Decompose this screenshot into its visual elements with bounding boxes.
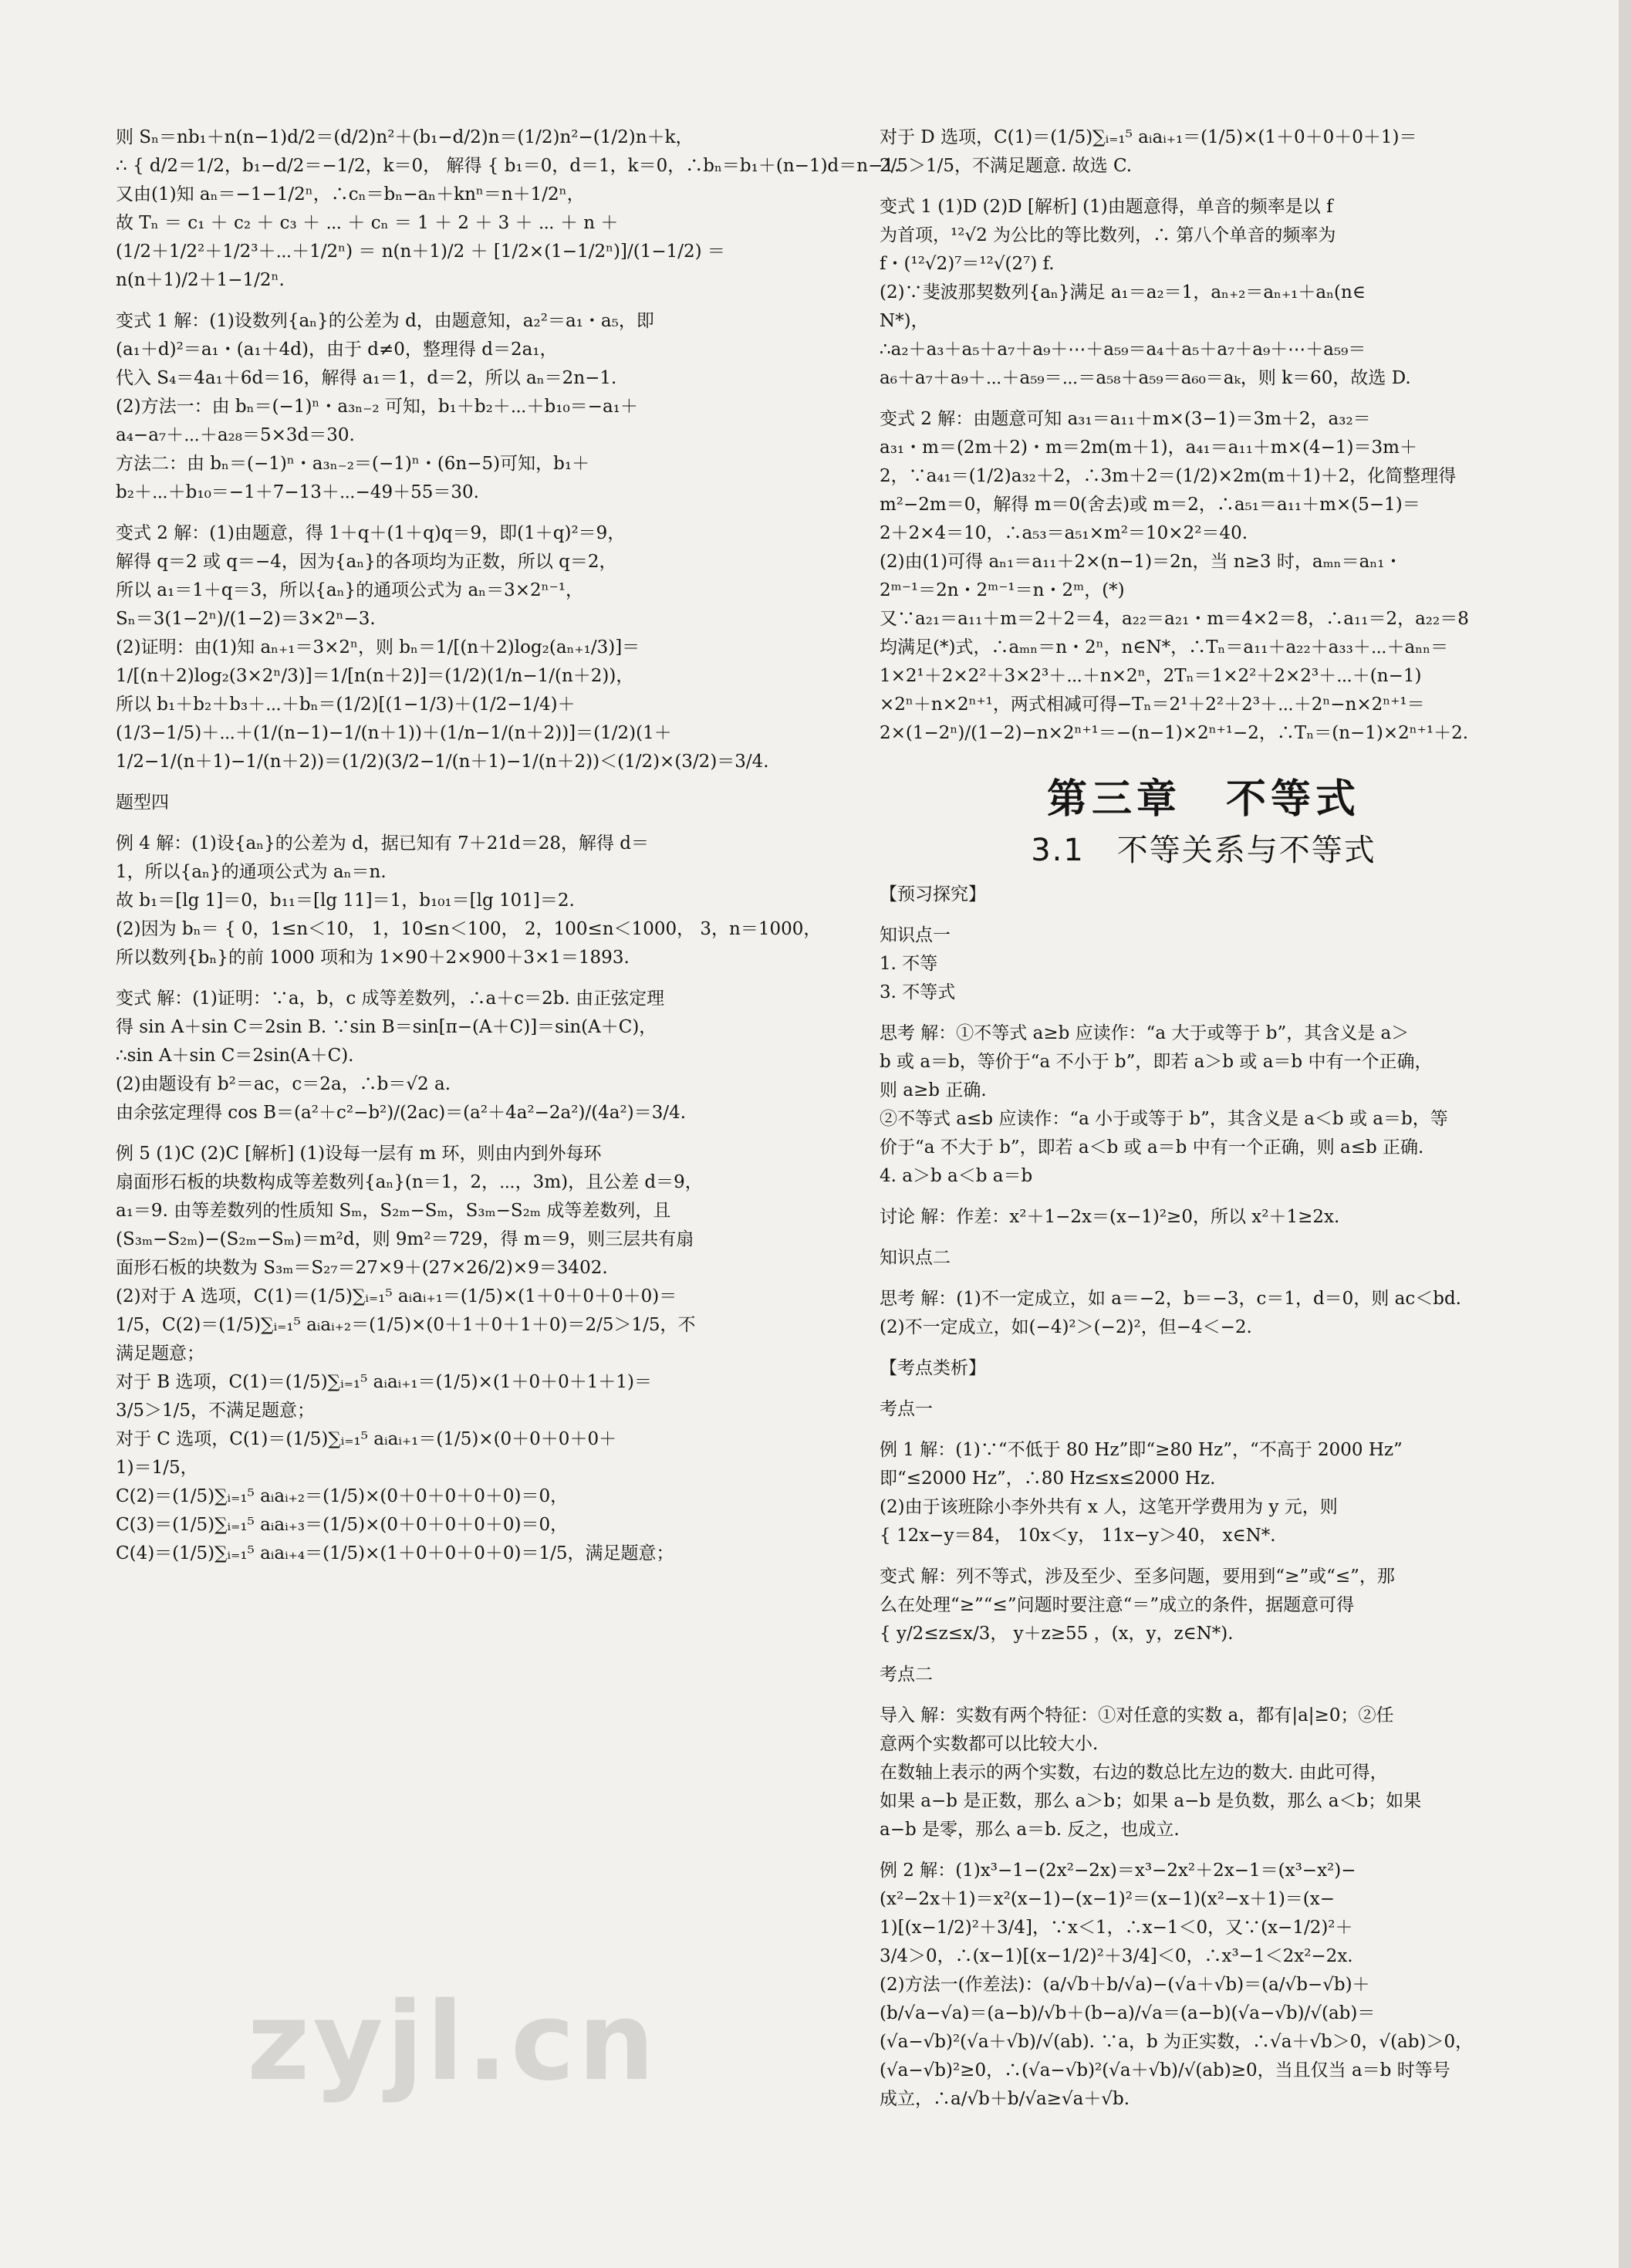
text-line: 考点二 bbox=[880, 1665, 933, 1685]
chapter-title: 第三章 不等式 bbox=[1046, 776, 1360, 823]
text-line: 例 2 解：(1)x³−1−(2x²−2x)＝x³−2x²＋2x−1＝(x³−x²)− bbox=[880, 1861, 1356, 1881]
left-column bbox=[116, 123, 900, 1568]
text-line: 解得 q＝2 或 q＝−4，因为{aₙ}的各项均为正数，所以 q＝2， bbox=[116, 552, 617, 572]
text-line: a₆＋a₇＋a₉＋⋯＋a₅₉＝⋯＝a₅₈＋a₅₉＝a₆₀＝aₖ，则 k＝60，故选 D. bbox=[880, 368, 1411, 388]
text-line: (1/3−1/5)＋⋯＋(1/(n−1)−1/(n＋1))＋(1/n−1/(n＋2))]＝(1/2)(1＋ bbox=[116, 723, 672, 743]
text-line: { y/2≤z≤x/3， y＋z≥55 ，(x，y，z∈N*). bbox=[880, 1624, 1234, 1644]
text-line: 思考 解：①不等式 a≥b 应读作：“a 大于或等于 b”，其含义是 a＞ bbox=[880, 1023, 1410, 1043]
text-line: 【预习探究】 bbox=[880, 884, 986, 904]
text-line: 2×(1−2ⁿ)/(1−2)−n×2ⁿ⁺¹＝−(n−1)×2ⁿ⁺¹−2，∴Tₙ＝(n−1)×2ⁿ⁺¹＋2. bbox=[880, 723, 1469, 743]
text-line: 则 Sₙ＝nb₁＋n(n−1)d/2＝(d/2)n²＋(b₁−d/2)n＝(1/2)n²−(1/2)n＋k， bbox=[116, 127, 694, 147]
text-line: (√a−√b)²(√a＋√b)/√(ab). ∵a，b 为正实数，∴√a＋√b＞0，√(ab)＞0， bbox=[880, 2032, 1474, 2052]
text-line: f・(¹²√2)⁷＝¹²√(2⁷) f. bbox=[880, 254, 1055, 274]
text-line: a₄−a₇＋⋯＋a₂₈＝5×3d＝30. bbox=[116, 425, 355, 445]
text-line: 1/[(n＋2)log₂(3×2ⁿ/3)]＝1/[n(n＋2)]＝(1/2)(1/n−1/(n＋2))， bbox=[116, 666, 634, 686]
text-line: 3/5＞1/5，不满足题意； bbox=[116, 1401, 316, 1421]
text-line: 变式 1 (1)D (2)D [解析] (1)由题意得，单音的频率是以 f bbox=[880, 197, 1333, 217]
right-column-top bbox=[880, 123, 1528, 748]
text-line: 则 a≥b 正确. bbox=[880, 1080, 987, 1100]
text-line: (S₃ₘ−S₂ₘ)−(S₂ₘ−Sₘ)＝m²d，则 9m²＝729，得 m＝9，则三层共有扇 bbox=[116, 1229, 694, 1249]
text-line: 考点一 bbox=[880, 1399, 933, 1419]
text-line: 成立，∴a/√b＋b/√a≥√a＋√b. bbox=[880, 2089, 1130, 2109]
text-line: 意两个实数都可以比较大小. bbox=[880, 1734, 1099, 1754]
text-line: 在数轴上表示的两个实数，右边的数总比左边的数大. 由此可得， bbox=[880, 1763, 1388, 1783]
text-line: Sₙ＝3(1−2ⁿ)/(1−2)＝3×2ⁿ−3. bbox=[116, 609, 376, 629]
text-line: n(n＋1)/2＋1−1/2ⁿ. bbox=[116, 270, 285, 290]
text-line: 变式 2 解：(1)由题意，得 1＋q＋(1＋q)q＝9，即(1＋q)²＝9， bbox=[116, 523, 626, 543]
text-line: 例 4 解：(1)设{aₙ}的公差为 d，据已知有 7＋21d＝28，解得 d＝ bbox=[116, 833, 650, 853]
text-line: 2ᵐ⁻¹＝2n・2ᵐ⁻¹＝n・2ᵐ，(*) bbox=[880, 580, 1125, 600]
text-line: 变式 2 解：由题意可知 a₃₁＝a₁₁＋m×(3−1)＝3m＋2，a₃₂＝ bbox=[880, 409, 1371, 429]
text-line: 1×2¹＋2×2²＋3×2³＋⋯＋n×2ⁿ，2Tₙ＝1×2²＋2×2³＋⋯＋(n−1) bbox=[880, 666, 1422, 686]
text-line: 2，∵a₄₁＝(1/2)a₃₂＋2，∴3m＋2＝(1/2)×2m(m＋1)＋2，化简整理得 bbox=[880, 466, 1457, 486]
watermark: zyjl.cn bbox=[247, 1979, 658, 2105]
text-line: 又由(1)知 aₙ＝−1−1/2ⁿ，∴cₙ＝bₙ−aₙ＋knⁿ＝n＋1/2ⁿ， bbox=[116, 184, 585, 204]
text-line: (2)由于该班除小李外共有 x 人，这笔开学费用为 y 元，则 bbox=[880, 1497, 1338, 1517]
text-line: 思考 解：(1)不一定成立，如 a＝−2，b＝−3，c＝1，d＝0，则 ac＜bd. bbox=[880, 1289, 1461, 1309]
text-line: ∴sin A＋sin C＝2sin(A＋C). bbox=[116, 1046, 354, 1066]
text-line: 故 b₁＝[lg 1]＝0，b₁₁＝[lg 11]＝1，b₁₀₁＝[lg 101]＝2. bbox=[116, 891, 575, 911]
text-line: 方法二：由 bₙ＝(−1)ⁿ・a₃ₙ₋₂＝(−1)ⁿ・(6n−5)可知，b₁＋ bbox=[116, 454, 590, 474]
text-line: 所以数列{bₙ}的前 1000 项和为 1×90＋2×900＋3×1＝1893. bbox=[116, 948, 630, 968]
section-title: 3.1 不等关系与不等式 bbox=[1031, 833, 1376, 868]
text-line: 面形石板的块数为 S₃ₘ＝S₂₇＝27×9＋(27×26/2)×9＝3402. bbox=[116, 1258, 608, 1278]
text-line: 对于 C 选项，C(1)＝(1/5)∑ᵢ₌₁⁵ aᵢaᵢ₊₁＝(1/5)×(0＋0＋0＋0＋ bbox=[116, 1429, 617, 1449]
text-line: 2/5＞1/5，不满足题意. 故选 C. bbox=[880, 156, 1133, 176]
text-line: b 或 a＝b，等价于“a 不小于 b”，即若 a＞b 或 a＝b 中有一个正确， bbox=[880, 1052, 1433, 1072]
text-line: 故 Tₙ ＝ c₁ ＋ c₂ ＋ c₃ ＋ ⋯ ＋ cₙ ＝ 1 ＋ 2 ＋ 3 ＋ ⋯ ＋ n ＋ bbox=[116, 213, 619, 233]
text-line: ②不等式 a≤b 应读作：“a 小于或等于 b”，其含义是 a＜b 或 a＝b，等 bbox=[880, 1109, 1448, 1129]
text-line: 对于 D 选项，C(1)＝(1/5)∑ᵢ₌₁⁵ aᵢaᵢ₊₁＝(1/5)×(1＋0＋0＋0＋1)＝ bbox=[880, 127, 1417, 147]
text-line: ∴ { d/2＝1/2，b₁−d/2＝−1/2，k＝0， 解得 { b₁＝0，d＝1，k＝0，∴bₙ＝b₁＋(n−1)d＝n−1. bbox=[116, 156, 900, 176]
text-line: (a₁＋d)²＝a₁・(a₁＋4d)，由于 d≠0，整理得 d＝2a₁， bbox=[116, 340, 558, 360]
text-line: (2)不一定成立，如(−4)²＞(−2)²，但−4＜−2. bbox=[880, 1317, 1252, 1337]
text-line: ∴a₂＋a₃＋a₅＋a₇＋a₉＋⋯＋a₅₉＝a₄＋a₅＋a₇＋a₉＋⋯＋a₅₉＝ bbox=[880, 340, 1366, 360]
text-line: 【考点类析】 bbox=[880, 1358, 986, 1378]
page-edge bbox=[1619, 0, 1631, 2268]
text-line: a−b 是零，那么 a＝b. 反之，也成立. bbox=[880, 1820, 1180, 1840]
text-line: C(3)＝(1/5)∑ᵢ₌₁⁵ aᵢaᵢ₊₃＝(1/5)×(0＋0＋0＋0＋0)＝0， bbox=[116, 1515, 569, 1535]
text-line: (2)由题设有 b²＝ac，c＝2a，∴b＝√2 a. bbox=[116, 1074, 451, 1094]
text-line: 得 sin A＋sin C＝2sin B. ∵sin B＝sin[π−(A＋C)]＝sin(A＋C)， bbox=[116, 1017, 657, 1037]
text-line: 知识点二 bbox=[880, 1248, 951, 1268]
text-line: 讨论 解：作差：x²＋1−2x＝(x−1)²≥0，所以 x²＋1≥2x. bbox=[880, 1207, 1340, 1227]
right-column-bottom bbox=[880, 880, 1528, 2114]
text-line: 变式 解：列不等式，涉及至少、至多问题，要用到“≥”或“≤”，那 bbox=[880, 1567, 1395, 1587]
text-line: (2)方法一(作差法)：(a/√b＋b/√a)−(√a＋√b)＝(a/√b−√b)＋ bbox=[880, 1975, 1370, 1995]
text-line: 扇面形石板的块数构成等差数列{aₙ}(n＝1，2，⋯，3m)，且公差 d＝9， bbox=[116, 1172, 703, 1192]
text-line: 为首项，¹²√2 为公比的等比数列，∴ 第八个单音的频率为 bbox=[880, 225, 1336, 245]
text-line: 即“≤2000 Hz”，∴80 Hz≤x≤2000 Hz. bbox=[880, 1469, 1216, 1489]
text-line: (2)证明：由(1)知 aₙ₊₁＝3×2ⁿ，则 bₙ＝1/[(n＋2)log₂(aₙ₊₁/3)]＝ bbox=[116, 637, 640, 657]
text-line: 1. 不等 bbox=[880, 954, 938, 974]
text-line: (2)∵斐波那契数列{aₙ}满足 a₁＝a₂＝1，aₙ₊₂＝aₙ₊₁＋aₙ(n∈ bbox=[880, 282, 1366, 303]
text-line: a₃₁・m＝(2m＋2)・m＝2m(m＋1)，a₄₁＝a₁₁＋m×(4−1)＝3m＋ bbox=[880, 438, 1417, 458]
text-line: 1)＝1/5， bbox=[116, 1458, 198, 1478]
text-line: 价于“a 不大于 b”，即若 a＜b 或 a＝b 中有一个正确，则 a≤b 正确. bbox=[880, 1137, 1424, 1158]
text-line: 4. a＞b a＜b a＝b bbox=[880, 1166, 1033, 1186]
text-line: 3/4＞0，∴(x−1)[(x−1/2)²＋3/4]＜0，∴x³−1＜2x²−2x. bbox=[880, 1946, 1353, 1966]
text-line: 例 5 (1)C (2)C [解析] (1)设每一层有 m 环，则由内到外每环 bbox=[116, 1144, 602, 1164]
text-line: C(2)＝(1/5)∑ᵢ₌₁⁵ aᵢaᵢ₊₂＝(1/5)×(0＋0＋0＋0＋0)＝0， bbox=[116, 1486, 569, 1506]
text-line: 又∵a₂₁＝a₁₁＋m＝2＋2＝4，a₂₂＝a₂₁・m＝4×2＝8，∴a₁₁＝2，a₂₂＝8 bbox=[880, 609, 1469, 629]
text-line: 由余弦定理得 cos B＝(a²＋c²−b²)/(2ac)＝(a²＋4a²−2a²)/(4a²)＝3/4. bbox=[116, 1103, 687, 1123]
text-line: 如果 a−b 是正数，那么 a＞b；如果 a−b 是负数，那么 a＜b；如果 bbox=[880, 1791, 1422, 1811]
text-line: (2)由(1)可得 aₙ₁＝a₁₁＋2×(n−1)＝2n，当 n≥3 时，aₘₙ＝aₙ₁・ bbox=[880, 552, 1403, 572]
text-line: 对于 B 选项，C(1)＝(1/5)∑ᵢ₌₁⁵ aᵢaᵢ₊₁＝(1/5)×(1＋0＋0＋1＋1)＝ bbox=[116, 1372, 652, 1392]
text-line: a₁＝9. 由等差数列的性质知 Sₘ，S₂ₘ−Sₘ，S₃ₘ−S₂ₘ 成等差数列，且 bbox=[116, 1201, 671, 1221]
text-line: 1/2−1/(n＋1)−1/(n＋2))＝(1/2)(3/2−1/(n＋1)−1/(n＋2))＜(1/2)×(3/2)＝3/4. bbox=[116, 752, 769, 772]
text-line: { 12x−y＝84， 10x＜y， 11x−y＞40， x∈N*. bbox=[880, 1526, 1276, 1546]
text-line: (x²−2x＋1)＝x²(x−1)−(x−1)²＝(x−1)(x²−x＋1)＝(x− bbox=[880, 1889, 1336, 1909]
text-line: 1)[(x−1/2)²＋3/4]，∵x＜1，∴x−1＜0，又∵(x−1/2)²＋ bbox=[880, 1918, 1353, 1938]
text-line: 2＋2×4＝10，∴a₅₃＝a₅₁×m²＝10×2²＝40. bbox=[880, 523, 1248, 543]
text-line: 1，所以{aₙ}的通项公式为 aₙ＝n. bbox=[116, 862, 387, 882]
text-line: 所以 b₁＋b₂＋b₃＋⋯＋bₙ＝(1/2)[(1−1/3)＋(1/2−1/4)＋ bbox=[116, 695, 576, 715]
text-line: 均满足(*)式，∴aₘₙ＝n・2ⁿ，n∈N*，∴Tₙ＝a₁₁＋a₂₂＋a₃₃＋⋯＋aₙₙ＝ bbox=[880, 637, 1449, 657]
text-line: 例 1 解：(1)∵“不低于 80 Hz”即“≥80 Hz”，“不高于 2000 Hz” bbox=[880, 1440, 1403, 1460]
text-line: 1/5，C(2)＝(1/5)∑ᵢ₌₁⁵ aᵢaᵢ₊₂＝(1/5)×(0＋1＋0＋1＋0)＝2/5＞1/5，不 bbox=[116, 1315, 696, 1335]
text-line: 导入 解：实数有两个特征：①对任意的实数 a，都有|a|≥0；②任 bbox=[880, 1705, 1394, 1726]
text-line: ×2ⁿ＋n×2ⁿ⁺¹，两式相减可得−Tₙ＝2¹＋2²＋2³＋⋯＋2ⁿ−n×2ⁿ⁺¹＝ bbox=[880, 695, 1425, 715]
text-line: 满足题意； bbox=[116, 1344, 204, 1364]
text-line: C(4)＝(1/5)∑ᵢ₌₁⁵ aᵢaᵢ₊₄＝(1/5)×(1＋0＋0＋0＋0)＝1/5，满足题意； bbox=[116, 1543, 674, 1563]
text-line: 知识点一 bbox=[880, 925, 951, 945]
text-line: N*)， bbox=[880, 311, 929, 331]
text-line: 么在处理“≥”“≤”问题时要注意“＝”成立的条件，据题意可得 bbox=[880, 1595, 1355, 1615]
text-line: 所以 a₁＝1＋q＝3，所以{aₙ}的通项公式为 aₙ＝3×2ⁿ⁻¹， bbox=[116, 580, 583, 600]
text-line: (√a−√b)²≥0，∴(√a−√b)²(√a＋√b)/√(ab)≥0，当且仅当 a＝b 时等号 bbox=[880, 2060, 1450, 2080]
text-line: (2)方法一：由 bₙ＝(−1)ⁿ・a₃ₙ₋₂ 可知，b₁＋b₂＋⋯＋b₁₀＝−a₁＋ bbox=[116, 397, 638, 417]
text-line: (b/√a−√a)＝(a−b)/√b＋(b−a)/√a＝(a−b)(√a−√b)/√(ab)＝ bbox=[880, 2003, 1376, 2023]
text-line: (2)对于 A 选项，C(1)＝(1/5)∑ᵢ₌₁⁵ aᵢaᵢ₊₁＝(1/5)×(1＋0＋0＋0＋0)＝ bbox=[116, 1286, 677, 1306]
text-line: b₂＋⋯＋b₁₀＝−1＋7−13＋⋯−49＋55＝30. bbox=[116, 482, 479, 502]
text-line: m²−2m＝0，解得 m＝0(舍去)或 m＝2，∴a₅₁＝a₁₁＋m×(5−1)＝ bbox=[880, 495, 1420, 515]
text-line: 题型四 bbox=[116, 793, 169, 813]
text-line: 变式 1 解：(1)设数列{aₙ}的公差为 d，由题意知，a₂²＝a₁・a₅，即 bbox=[116, 311, 654, 331]
text-line: 变式 解：(1)证明：∵a，b，c 成等差数列，∴a＋c＝2b. 由正弦定理 bbox=[116, 989, 665, 1009]
text-line: (1/2＋1/2²＋1/2³＋⋯＋1/2ⁿ) ＝ n(n＋1)/2 ＋ [1/2×(1−1/2ⁿ)]/(1−1/2) ＝ bbox=[116, 242, 725, 262]
text-line: 3. 不等式 bbox=[880, 982, 956, 1002]
right-column bbox=[880, 123, 1528, 2114]
text-line: (2)因为 bₙ＝ { 0，1≤n＜10， 1，10≤n＜100， 2，100≤n＜1000， 3，n＝1000， bbox=[116, 919, 822, 939]
text-line: 代入 S₄＝4a₁＋6d＝16，解得 a₁＝1，d＝2，所以 aₙ＝2n−1. bbox=[116, 368, 617, 388]
